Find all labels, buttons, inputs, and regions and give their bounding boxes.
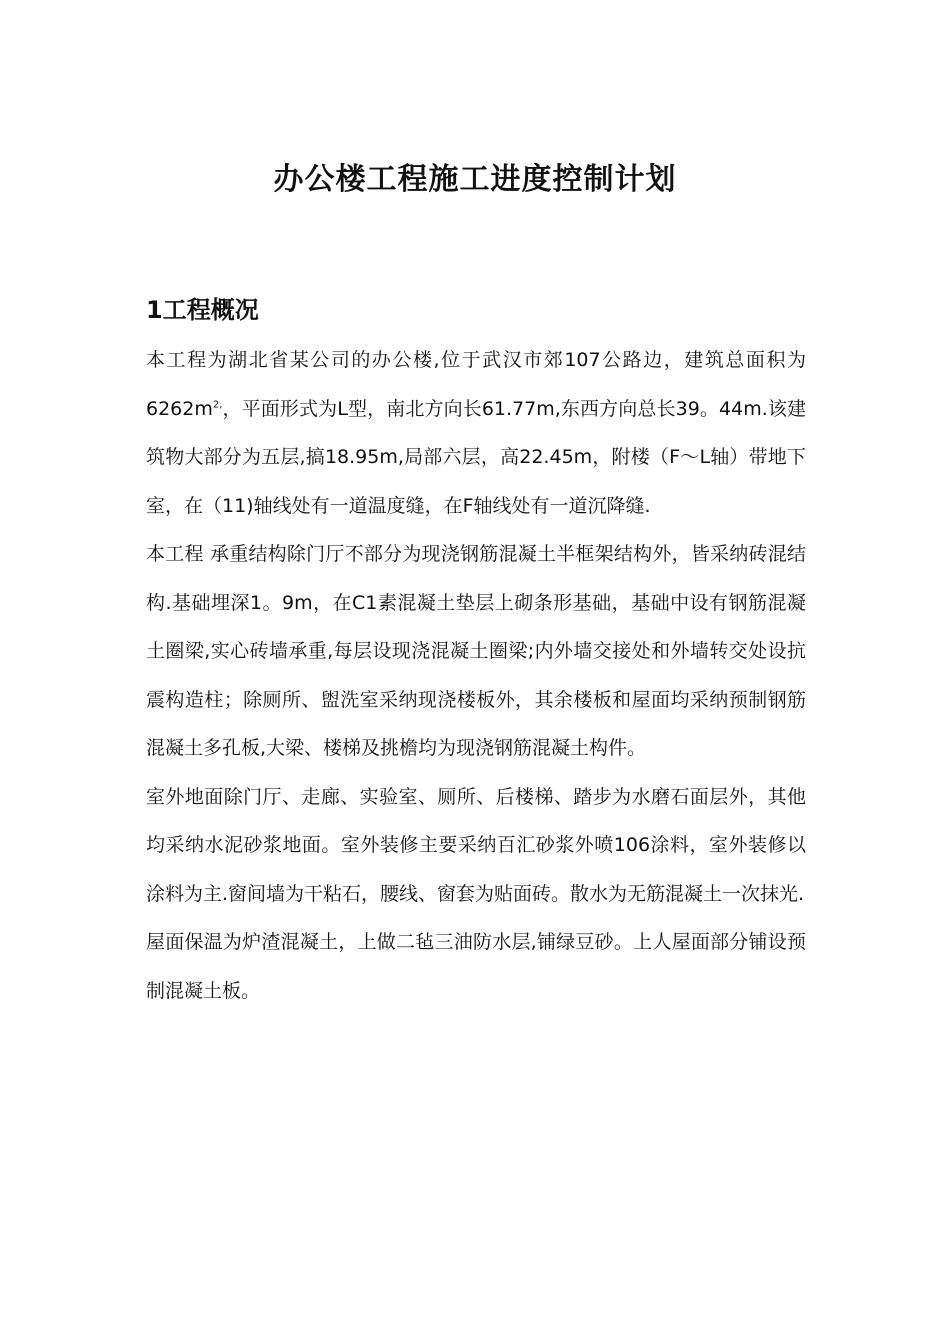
paragraph-roof	[146, 918, 806, 1015]
paragraph-text: 屋面保温为炉渣混凝土，上做二毡三油防水层,铺绿豆砂。上人屋面部分铺设预制混凝土板。	[146, 931, 806, 1002]
paragraph-text: 本工程为湖北省某公司的办公楼,位于武汉市郊107公路边，建筑总面积为6262m	[146, 349, 806, 420]
paragraph-text: ，平面形式为L型，南北方向长61.77m,东西方向总长39。44m.该建筑物大部分为五层,搞18.95m,局部六层，高22.45m，附楼（F～L轴）带地下室，在（11)轴线处有一道温度缝，在F轴线处有一道沉降缝.	[146, 397, 806, 517]
paragraph-text: 本工程 承重结构除门厅不部分为现浇钢筋混凝土半框架结构外，皆采纳砖混结构.基础埋深1。9m，在C1素混凝土垫层上砌条形基础，基础中设有钢筋混凝土圈梁,实心砖墙承重,每层设现浇混凝土圈梁;内外墙交接处和外墙转交处设抗震构造柱；除厕所、盥洗室采纳现浇楼板外，其余楼板和屋面均采纳预制钢筋混凝土多孔板,大梁、楼梯及挑檐均为现浇钢筋混凝土构件。	[146, 543, 806, 759]
section-heading: 1工程概况	[146, 296, 259, 324]
paragraph-text: 室外地面除门厅、走廊、实验室、厕所、后楼梯、踏步为水磨石面层外，其他均采纳水泥砂浆地面。室外装修主要采纳百汇砂浆外喷106涂料，室外装修以涂料为主.窗间墙为干粘石，腰线、窗套为贴面砖。散水为无筋混凝土一次抹光.	[146, 785, 806, 905]
document-title: 办公楼工程施工进度控制计划	[273, 162, 677, 197]
paragraph-structure	[146, 530, 806, 773]
document-body	[146, 336, 806, 1015]
paragraph-finishes	[146, 773, 806, 919]
superscript: 2,	[212, 399, 223, 411]
paragraph-overview	[146, 336, 806, 530]
